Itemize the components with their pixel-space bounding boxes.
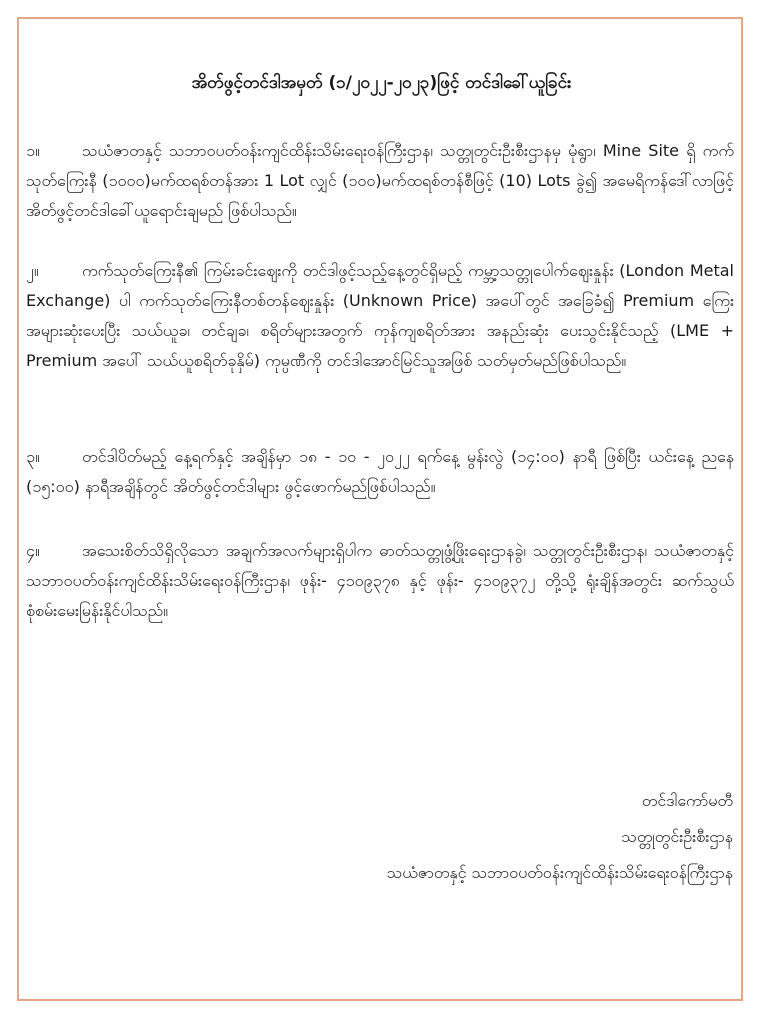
signature-ministry: သယံဇာတနှင့် သဘာဝပတ်ဝန်းကျင်ထိန်းသိမ်းရေးဝန်ကြီးဌာန (386, 863, 733, 882)
paragraph-number: ၁။ (26, 141, 40, 160)
paragraph-number: ၄။ (26, 541, 40, 560)
signature-committee: တင်ဒါကော်မတီ (641, 791, 733, 810)
document-title: အိတ်ဖွင့်တင်ဒါအမှတ် (၁/၂၀၂၂-၂၀၂၃)ဖြင့် တင်ဒါခေါ်ယူခြင်း (191, 73, 572, 93)
paragraph-number: ၂။ (26, 261, 39, 280)
paragraph-4 (26, 536, 734, 626)
signature-department: သတ္တုတွင်းဦးစီးဌာန (621, 827, 733, 846)
paragraph-2 (26, 256, 734, 376)
paragraph-text: တင်ဒါပိတ်မည့် နေ့ရက်နှင့် အချိန်မှာ ၁၈ - ၁၀ - ၂၀၂၂ ရက်နေ့ မွန်းလွဲ (၁၄:၀၀) နာရီ ဖြစ်ပြီး ယင်းနေ့ ညနေ (၁၅:၀၀) နာရီအချိန်တွင် အိတ်ဖွင့်တင်ဒါများ ဖွင့်ဖောက်မည်ဖြစ်ပါသည်။ (26, 447, 734, 496)
paragraph-3 (26, 442, 734, 502)
paragraph-text: အသေးစိတ်သိရှိလိုသော အချက်အလက်များရှိပါက ဓာတ်သတ္တုဖွံ့ဖြိုးရေးဌာနခွဲ၊ သတ္တုတွင်းဦးစီးဌာန၊ သယံဇာတနှင့်သဘာဝပတ်ဝန်းကျင်ထိန်းသိမ်းရေးဝန်ကြီးဌာန၊ ဖုန်း- ၄၁၀၉၃၇၈ နှင့် ဖုန်း- ၄၁၀၉၃၇၂ တို့သို့ ရုံးချိန်အတွင်း ဆက်သွယ်စုံစမ်းမေးမြန်းနိုင်ပါသည်။ (26, 541, 734, 620)
paragraph-text: သယံဇာတနှင့် သဘာဝပတ်ဝန်းကျင်ထိန်းသိမ်းရေးဝန်ကြီးဌာန၊ သတ္တုတွင်းဦးစီးဌာနမှ မုံရွာ၊ Mine Site ရှိ ကက်သုတ်ကြေးနီ (၁၀၀၀)မက်ထရစ်တန်အား 1 Lot လျှင် (၁၀၀)မက်ထရစ်တန်စီဖြင့် (10) Lots ခွဲ၍ အမေရိကန်ဒေါ်လာဖြင့် အိတ်ဖွင့်တင်ဒါခေါ်ယူရောင်းချမည် ဖြစ်ပါသည်။ (26, 141, 734, 220)
paragraph-number: ၃။ (26, 447, 40, 466)
paragraph-text: ကက်သုတ်ကြေးနီ၏ ကြမ်းခင်းဈေးကို တင်ဒါဖွင့်သည့်နေ့တွင်ရှိမည့် ကမ္ဘာ့သတ္တုပေါက်ဈေးနှုန်း (London Metal Exchange) ပါ ကက်သုတ်ကြေးနီတစ်တန်ဈေးနှုန်း (Unknown Price) အပေါ်တွင် အခြေခံ၍ Premium ကြေးအများဆုံးပေးပြီး သယ်ယူခ၊ တင်ချခ၊ စရိတ်များအတွက် ကုန်ကျစရိတ်အား အနည်းဆုံး ပေးသွင်းနိုင်သည့် (LME + Premium အပေါ် သယ်ယူစရိတ်ခုနှိမ်) ကုမ္ပဏီကို တင်ဒါအောင်မြင်သူအဖြစ် သတ်မှတ်မည်ဖြစ်ပါသည်။ (26, 261, 734, 370)
paragraph-1 (26, 136, 734, 226)
